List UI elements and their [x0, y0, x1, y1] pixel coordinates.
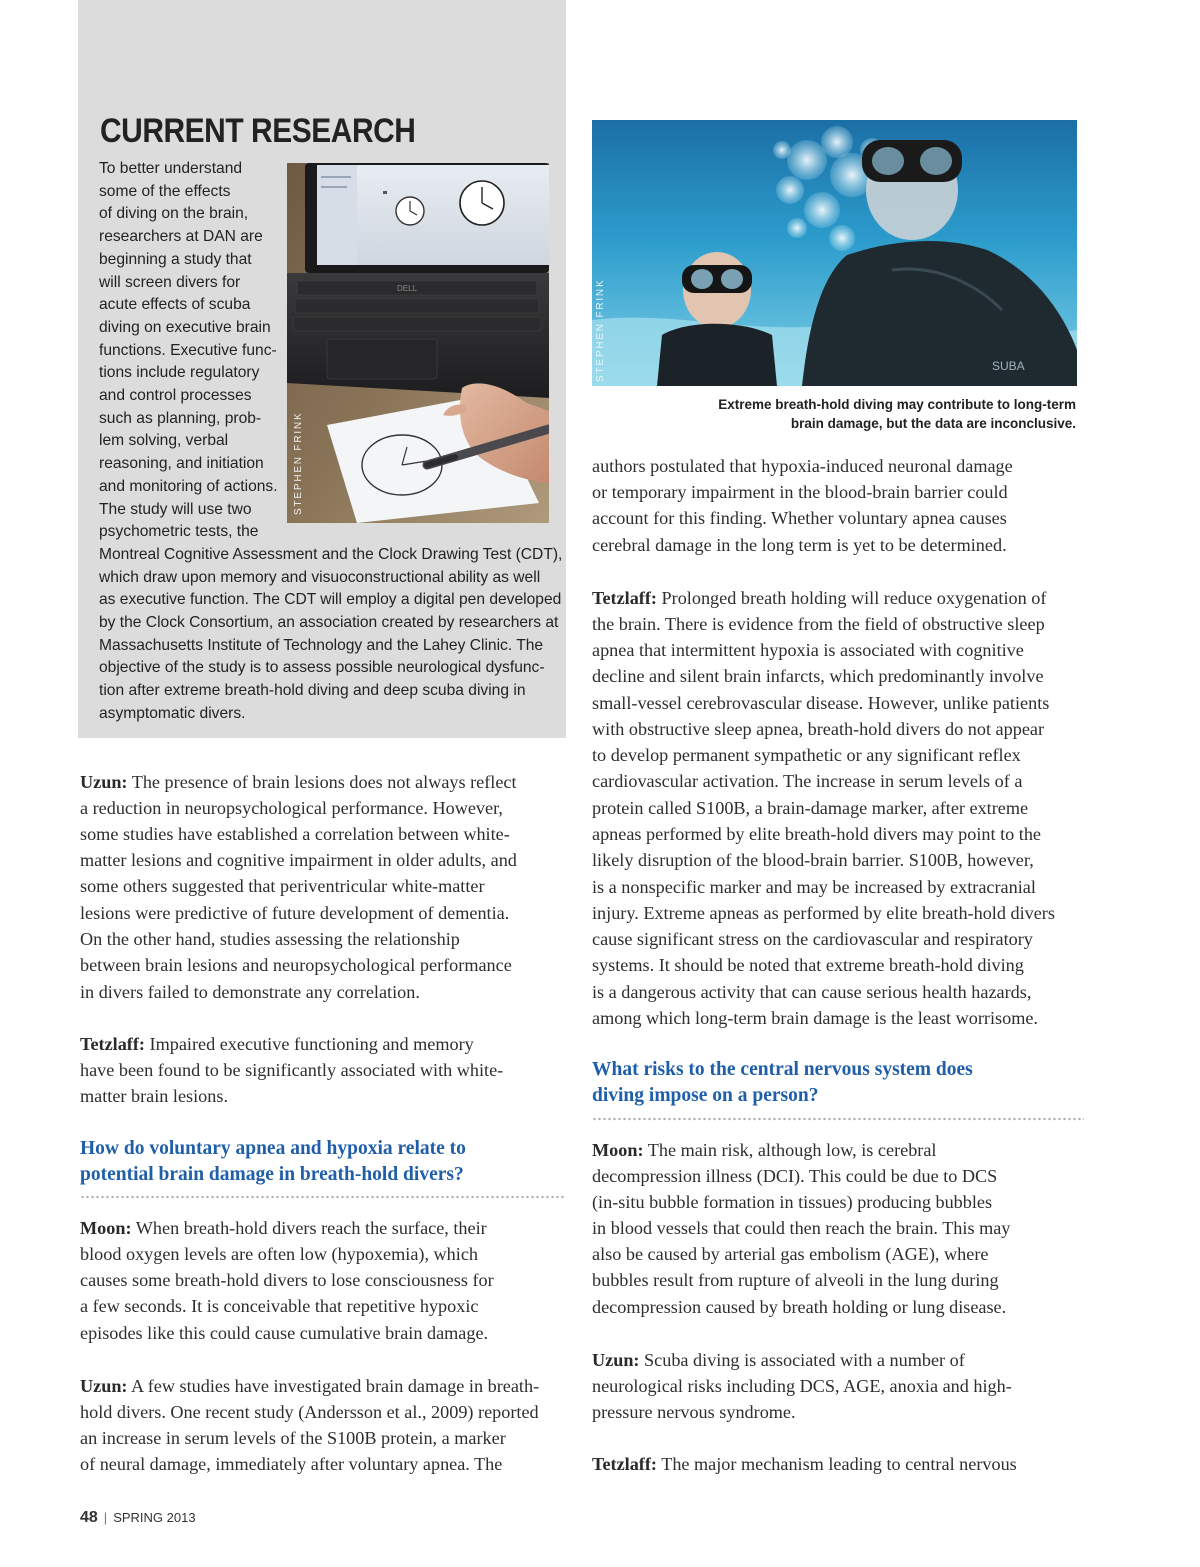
sidebar-line: tion after extreme breath-hold diving and deep scuba diving in — [99, 682, 526, 700]
speaker-name: Moon: — [80, 1218, 132, 1238]
text-line: of neural damage, immediately after voluntary apnea. The — [80, 1454, 503, 1474]
sidebar-line: by the Clock Consortium, an association created by researchers at — [99, 614, 559, 632]
text-line: On the other hand, studies assessing the relationship — [80, 929, 460, 949]
text-line: episodes like this could cause cumulative brain damage. — [80, 1323, 489, 1343]
sidebar-line: Massachusetts Institute of Technology and the Lahey Clinic. The — [99, 636, 544, 654]
paragraph-uzun-2 — [80, 1373, 539, 1399]
text-line: cerebral damage in the long term is yet to be determined. — [592, 535, 1007, 555]
text-line: decompression caused by breath holding or lung disease. — [592, 1297, 1007, 1317]
paragraph-uzun-3 — [592, 1347, 965, 1373]
text-line: cause significant stress on the cardiovascular and respiratory — [592, 929, 1033, 949]
sidebar-line: asymptomatic divers. — [99, 704, 246, 722]
text-line: with obstructive sleep apnea, breath-hold divers do not appear — [592, 719, 1045, 739]
sidebar-title: CURRENT RESEARCH — [100, 112, 416, 150]
text-line: protein called S100B, a brain-damage marker, after extreme — [592, 798, 1029, 818]
text-line: is a dangerous activity that can cause serious health hazards, — [592, 982, 1032, 1002]
heading-divider — [592, 1117, 1084, 1121]
text-line: matter brain lesions. — [80, 1086, 228, 1106]
text-line: a reduction in neuropsychological performance. However, — [80, 798, 503, 818]
text-line: (in-situ bubble formation in tissues) producing bubbles — [592, 1192, 993, 1212]
footer-separator: | — [103, 1510, 108, 1525]
wetsuit-logo: SUBA — [992, 359, 1025, 373]
text-line: authors postulated that hypoxia-induced neuronal damage — [592, 456, 1013, 476]
sidebar-line: researchers at DAN are — [99, 228, 263, 246]
text-line: Prolonged breath holding will reduce oxygenation of — [661, 588, 1047, 608]
sidebar-line: tions include regulatory — [99, 364, 260, 382]
text-line: A few studies have investigated brain damage in breath- — [131, 1376, 540, 1396]
text-line: account for this finding. Whether voluntary apnea causes — [592, 508, 1007, 528]
text-line: causes some breath-hold divers to lose consciousness for — [80, 1270, 494, 1290]
sidebar-line: lem solving, verbal — [99, 432, 229, 450]
diver-photo-credit: STEPHEN FRINK — [595, 278, 606, 382]
speaker-name: Uzun: — [592, 1350, 640, 1370]
sidebar-line: Montreal Cognitive Assessment and the Clock Drawing Test (CDT), — [99, 545, 563, 563]
text-line: some studies have established a correlation between white- — [80, 824, 510, 844]
sidebar-line: To better understand — [99, 160, 243, 177]
caption-line: brain damage, but the data are inconclusive. — [790, 416, 1076, 431]
sidebar-line: The study will use two — [99, 500, 252, 518]
text-line: the brain. There is evidence from the field of obstructive sleep — [592, 614, 1045, 634]
issue-label: SPRING 2013 — [113, 1510, 196, 1525]
text-line: a few seconds. It is conceivable that repetitive hypoxic — [80, 1296, 479, 1316]
text-line: Impaired executive functioning and memory — [149, 1034, 474, 1054]
text-line: When breath-hold divers reach the surface, their — [135, 1218, 487, 1238]
sidebar-line: will screen divers for — [99, 273, 241, 291]
sidebar-line: objective of the study is to assess possible neurological dysfunc- — [99, 659, 545, 677]
text-line: in divers failed to demonstrate any correlation. — [80, 982, 420, 1002]
text-line: also be caused by arterial gas embolism (AGE), where — [592, 1244, 989, 1264]
paragraph-uzun-1 — [80, 769, 517, 795]
text-line: The presence of brain lesions does not always reflect — [131, 772, 517, 792]
text-line: or temporary impairment in the blood-brain barrier could — [592, 482, 1008, 502]
sidebar-line: of diving on the brain, — [99, 205, 249, 223]
text-line: apneas performed by elite breath-hold divers may point to the — [592, 824, 1041, 844]
text-line: among which long-term brain damage is the least worrisome. — [592, 1008, 1038, 1028]
page-number: 48 — [80, 1509, 98, 1526]
text-line: Scuba diving is associated with a number of — [644, 1350, 965, 1370]
sidebar-line: diving on executive brain — [99, 318, 271, 336]
sidebar-line: reasoning, and initiation — [99, 455, 264, 473]
diver-illustration — [592, 120, 1077, 386]
page-footer — [80, 1509, 196, 1527]
text-line: between brain lesions and neuropsychological performance — [80, 955, 512, 975]
speaker-name: Uzun: — [80, 1376, 128, 1396]
sidebar-line: acute effects of scuba — [99, 296, 251, 314]
section-heading: What risks to the central nervous system does — [592, 1059, 973, 1080]
text-line: is a nonspecific marker and may be increased by extracranial — [592, 877, 1036, 897]
photo-caption — [656, 395, 1076, 433]
clock-drawing-photo — [287, 163, 549, 523]
text-line: small-vessel cerebrovascular disease. However, unlike patients — [592, 693, 1050, 713]
paragraph-tetzlaff-2 — [592, 585, 1046, 611]
sidebar-line: which draw upon memory and visuoconstructional ability as well — [99, 568, 541, 586]
sidebar-line: some of the effects — [99, 182, 231, 200]
section-heading: diving impose on a person? — [592, 1085, 819, 1106]
speaker-name: Uzun: — [80, 772, 128, 792]
text-line: in blood vessels that could then reach the brain. This may — [592, 1218, 1011, 1238]
sidebar-line: and monitoring of actions. — [99, 477, 278, 495]
speaker-name: Moon: — [592, 1140, 644, 1160]
text-line: injury. Extreme apneas as performed by elite breath-hold divers — [592, 903, 1055, 923]
paragraph-moon-2 — [592, 1137, 936, 1163]
sidebar-line: beginning a study that — [99, 250, 252, 268]
speaker-name: Tetzlaff: — [592, 588, 657, 608]
speaker-name: Tetzlaff: — [80, 1034, 145, 1054]
text-line: to develop permanent sympathetic or any significant reflex — [592, 745, 1021, 765]
text-line: bubbles result from rupture of alveoli in the lung during — [592, 1270, 999, 1290]
text-line: some others suggested that periventricular white-matter — [80, 876, 485, 896]
text-line: lesions were predictive of future development of dementia. — [80, 903, 510, 923]
paragraph-moon-1 — [80, 1215, 487, 1241]
photo-credit: STEPHEN FRINK — [293, 411, 304, 515]
text-line: have been found to be significantly associated with white- — [80, 1060, 504, 1080]
text-line: apnea that intermittent hypoxia is associated with cognitive — [592, 640, 1024, 660]
sidebar-line: such as planning, prob- — [99, 409, 262, 427]
paragraph-tetzlaff-3 — [592, 1451, 1017, 1477]
clock-drawing-illustration — [287, 163, 549, 523]
section-heading: potential brain damage in breath-hold divers? — [80, 1164, 464, 1185]
caption-line: Extreme breath-hold diving may contribute to long-term — [718, 397, 1076, 412]
text-line: neurological risks including DCS, AGE, anoxia and high- — [592, 1376, 1012, 1396]
text-line: The major mechanism leading to central nervous — [661, 1454, 1017, 1474]
text-line: blood oxygen levels are often low (hypoxemia), which — [80, 1244, 478, 1264]
svg-text:DELL: DELL — [397, 284, 418, 293]
text-line: The main risk, although low, is cerebral — [647, 1140, 937, 1160]
speaker-name: Tetzlaff: — [592, 1454, 657, 1474]
sidebar-line: psychometric tests, the — [99, 523, 259, 541]
text-line: hold divers. One recent study (Andersson et al., 2009) reported — [80, 1402, 539, 1422]
heading-divider — [80, 1195, 566, 1199]
text-line: an increase in serum levels of the S100B protein, a marker — [80, 1428, 506, 1448]
paragraph-tetzlaff-1 — [80, 1031, 474, 1057]
sidebar-line: as executive function. The CDT will employ a digital pen developed — [99, 591, 562, 609]
text-line: likely disruption of the blood-brain barrier. S100B, however, — [592, 850, 1034, 870]
text-line: systems. It should be noted that extreme breath-hold diving — [592, 955, 1024, 975]
text-line: decompression illness (DCI). This could be due to DCS — [592, 1166, 998, 1186]
sidebar-line: and control processes — [99, 387, 252, 405]
text-line: matter lesions and cognitive impairment in older adults, and — [80, 850, 517, 870]
diver-photo — [592, 120, 1077, 386]
text-line: cardiovascular activation. The increase in serum levels of a — [592, 771, 1023, 791]
text-line: decline and silent brain infarcts, which predominantly involve — [592, 666, 1044, 686]
sidebar-line: functions. Executive func- — [99, 341, 277, 359]
text-line: pressure nervous syndrome. — [592, 1402, 796, 1422]
section-heading: How do voluntary apnea and hypoxia relate to — [80, 1138, 466, 1159]
